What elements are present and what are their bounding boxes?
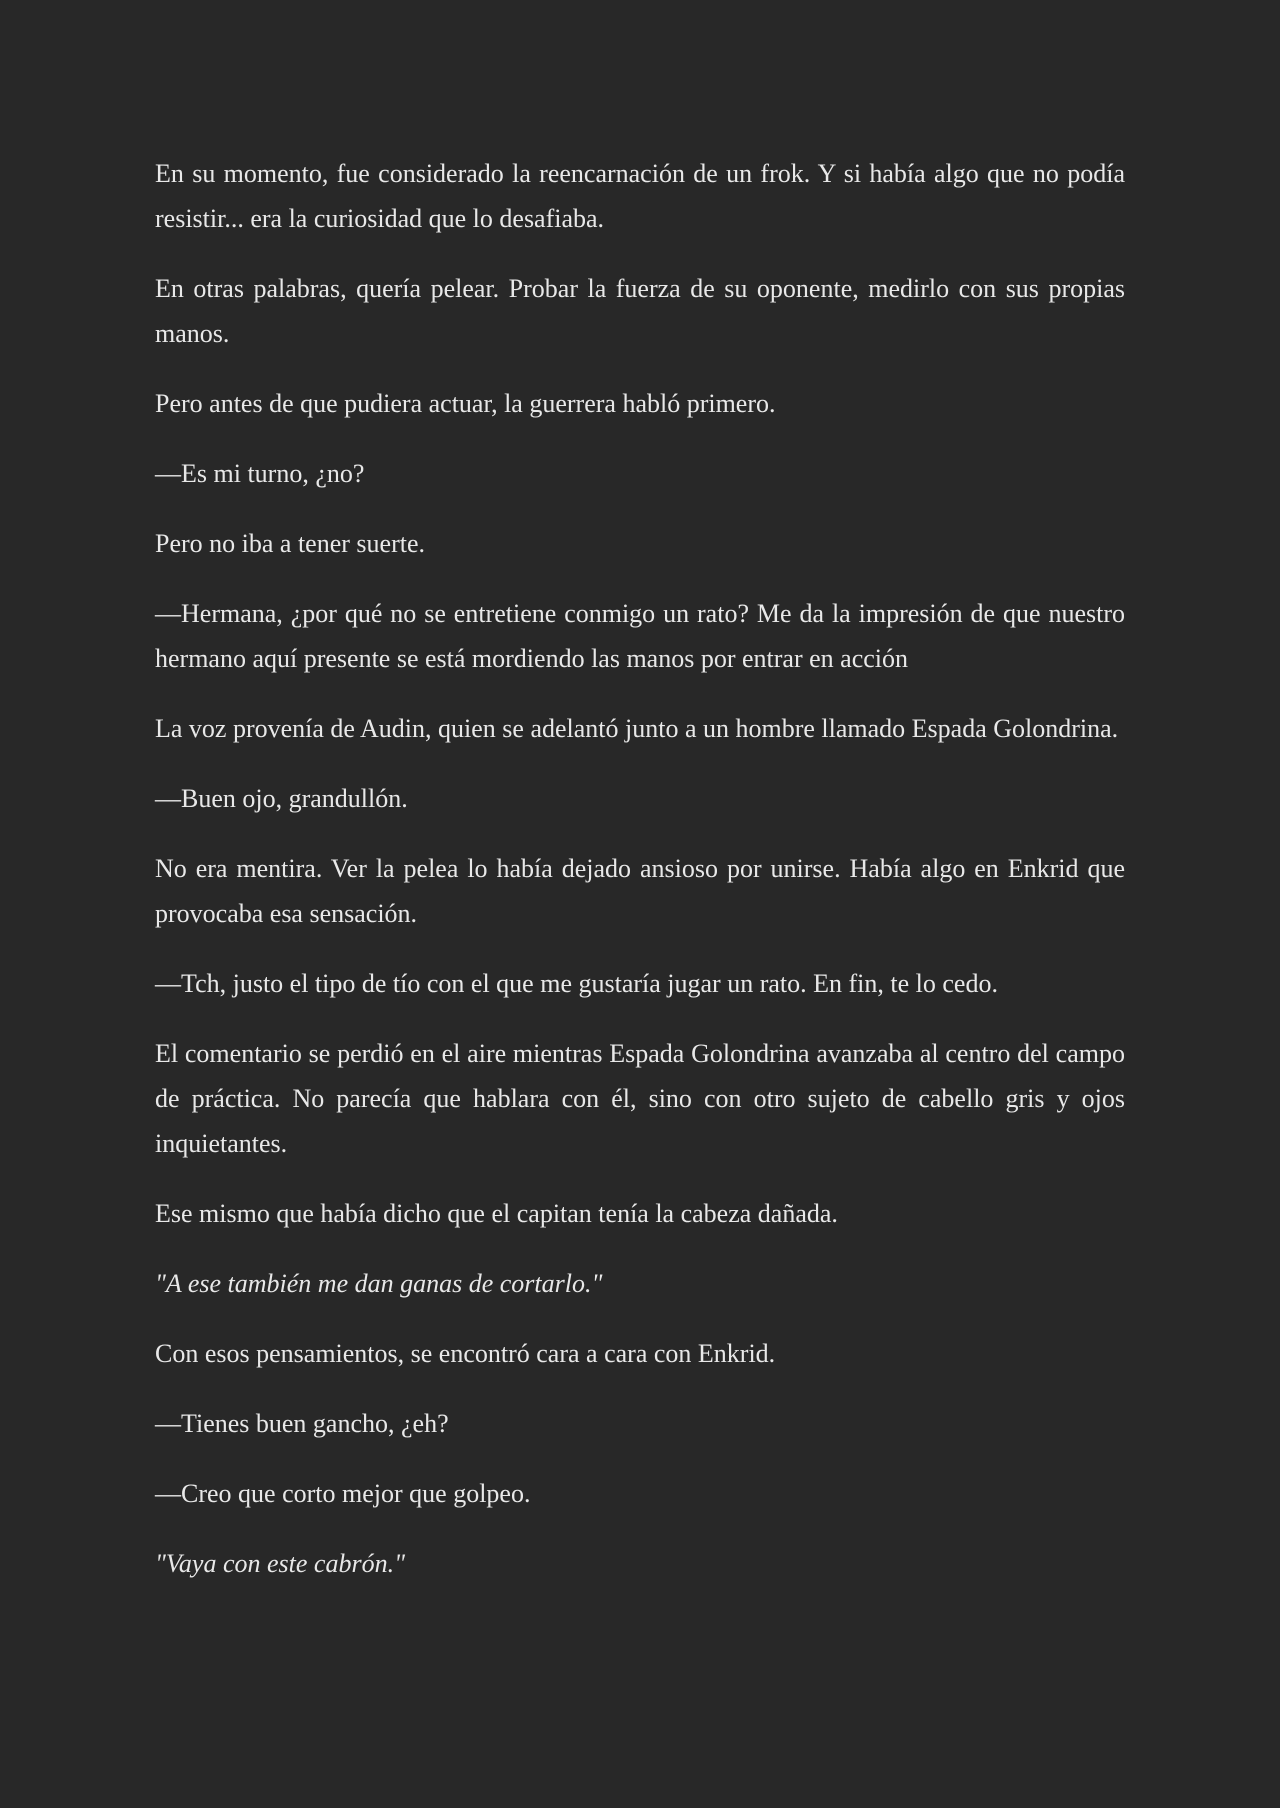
paragraph: Con esos pensamientos, se encontró cara a cara con Enkrid. [155,1339,776,1368]
paragraph: El comentario se perdió en el aire mientras Espada Golondrina avanzaba al centro del campo de práctica. No parecía que hablara con él, sino con otro sujeto de cabello gris y ojos inquietantes. [155,1039,1125,1158]
dialogue-line: —Creo que corto mejor que golpeo. [155,1479,531,1508]
dialogue-line: —Hermana, ¿por qué no se entretiene conmigo un rato? Me da la impresión de que nuestro hermano aquí presente se está mordiendo las manos por entrar en acción [155,599,1125,673]
thought-line: "A ese también me dan ganas de cortarlo." [155,1269,603,1298]
chapter-text [155,151,1125,1611]
paragraph: La voz provenía de Audin, quien se adelantó junto a un hombre llamado Espada Golondrina. [155,714,1119,743]
dialogue-line: —Tch, justo el tipo de tío con el que me gustaría jugar un rato. En fin, te lo cedo. [155,969,998,998]
paragraph: Pero antes de que pudiera actuar, la guerrera habló primero. [155,389,776,418]
paragraph: Ese mismo que había dicho que el capitan tenía la cabeza dañada. [155,1199,838,1228]
thought-line: "Vaya con este cabrón." [155,1549,405,1578]
paragraph: En otras palabras, quería pelear. Probar la fuerza de su oponente, medirlo con sus propias manos. [155,274,1125,348]
paragraph: En su momento, fue considerado la reencarnación de un frok. Y si había algo que no podía resistir... era la curiosidad que lo desafiaba. [155,159,1125,233]
dialogue-line: —Tienes buen gancho, ¿eh? [155,1409,449,1438]
paragraph: No era mentira. Ver la pelea lo había dejado ansioso por unirse. Había algo en Enkrid que provocaba esa sensación. [155,854,1125,928]
dialogue-line: —Buen ojo, grandullón. [155,784,408,813]
paragraph: Pero no iba a tener suerte. [155,529,426,558]
dialogue-line: —Es mi turno, ¿no? [155,459,365,488]
